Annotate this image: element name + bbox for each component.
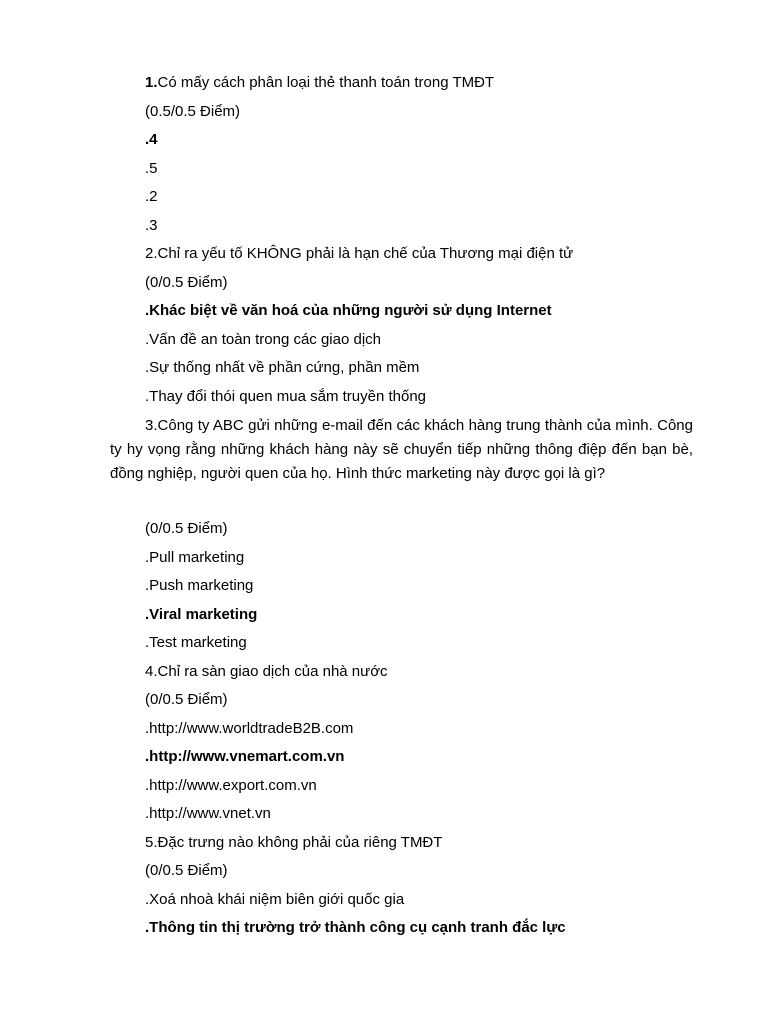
question-1-number: 1.	[145, 74, 158, 91]
question-2-text: Chỉ ra yếu tố KHÔNG phải là hạn chế của Thương mại điện tử	[157, 245, 574, 262]
question-4-option-1	[145, 719, 353, 739]
option-text: http://www.export.com.vn	[149, 777, 317, 794]
question-4-option-2	[145, 747, 344, 767]
question-5-option-1	[145, 890, 404, 910]
question-5-score: (0/0.5 Điểm)	[145, 862, 228, 879]
option-prefix: .	[145, 131, 150, 148]
question-1-score: (0.5/0.5 Điểm)	[145, 103, 241, 120]
question-3-number: 3.	[145, 417, 158, 434]
option-text: Pull marketing	[149, 549, 245, 566]
option-text: Thay đổi thói quen mua sắm truyền thống	[149, 388, 427, 405]
option-prefix: .	[145, 805, 150, 822]
option-text: http://www.vnet.vn	[149, 805, 271, 822]
option-text: Test marketing	[149, 634, 247, 651]
option-prefix: .	[145, 188, 150, 205]
option-prefix: .	[145, 891, 150, 908]
option-prefix: .	[145, 577, 150, 594]
question-4-option-3	[145, 776, 317, 796]
question-3-title	[110, 414, 693, 486]
question-1-option-2	[145, 159, 158, 179]
option-prefix: .	[145, 919, 150, 936]
option-text: 4	[149, 131, 158, 148]
question-2-option-4	[145, 387, 426, 407]
question-5-text: Đặc trưng nào không phải của riêng TMĐT	[157, 834, 443, 851]
question-5-option-2	[145, 918, 566, 938]
question-2-option-1	[145, 301, 552, 321]
question-4-number: 4.	[145, 663, 158, 680]
option-prefix: .	[145, 217, 150, 234]
option-prefix: .	[145, 634, 150, 651]
question-2-title	[145, 244, 573, 264]
question-2-option-3	[145, 358, 419, 378]
option-prefix: .	[145, 388, 150, 405]
question-5-number: 5.	[145, 834, 158, 851]
option-prefix: .	[145, 549, 150, 566]
option-prefix: .	[145, 748, 150, 765]
question-4-text: Chỉ ra sàn giao dịch của nhà nước	[157, 663, 388, 680]
option-prefix: .	[145, 720, 150, 737]
option-text: Viral marketing	[149, 606, 258, 623]
question-4-score: (0/0.5 Điểm)	[145, 691, 228, 708]
option-text: Xoá nhoà khái niệm biên giới quốc gia	[149, 891, 405, 908]
question-2-option-2	[145, 330, 381, 350]
question-4-title	[145, 662, 388, 682]
option-text: http://www.worldtradeB2B.com	[149, 720, 354, 737]
question-2-score: (0/0.5 Điểm)	[145, 274, 228, 291]
question-1-option-4	[145, 216, 158, 236]
question-5-title	[145, 833, 442, 853]
question-3-option-1	[145, 548, 244, 568]
option-prefix: .	[145, 777, 150, 794]
option-text: Thông tin thị trường trở thành công cụ cạnh tranh đắc lực	[149, 919, 566, 936]
option-prefix: .	[145, 606, 150, 623]
option-text: Khác biệt về văn hoá của những người sử dụng Internet	[149, 302, 552, 319]
option-text: 5	[149, 160, 158, 177]
option-text: 2	[149, 188, 158, 205]
question-3-text: Công ty ABC gửi những e-mail đến các khách hàng trung thành của mình. Công ty hy vọng rằng những khách hàng này sẽ chuyển tiếp những thông điệp đến bạn bè, đồng nghiệp, người quen của họ. Hình thức marketing này được gọi là gì?	[110, 417, 693, 482]
option-prefix: .	[145, 359, 150, 376]
option-prefix: .	[145, 302, 150, 319]
option-prefix: .	[145, 331, 150, 348]
option-text: 3	[149, 217, 158, 234]
question-3-option-3	[145, 605, 257, 625]
option-text: Push marketing	[149, 577, 254, 594]
option-text: http://www.vnemart.com.vn	[149, 748, 345, 765]
question-1-option-3	[145, 187, 158, 207]
question-1-option-1	[145, 130, 158, 150]
option-prefix: .	[145, 160, 150, 177]
question-3-option-2	[145, 576, 253, 596]
question-3-option-4	[145, 633, 247, 653]
option-text: Vấn đề an toàn trong các giao dịch	[149, 331, 382, 348]
question-1-title	[145, 73, 494, 93]
question-3-score: (0/0.5 Điểm)	[145, 520, 228, 537]
option-text: Sự thống nhất về phần cứng, phần mềm	[149, 359, 420, 376]
question-4-option-4	[145, 804, 271, 824]
question-2-number: 2.	[145, 245, 158, 262]
question-1-text: Có mấy cách phân loại thẻ thanh toán trong TMĐT	[157, 74, 495, 91]
